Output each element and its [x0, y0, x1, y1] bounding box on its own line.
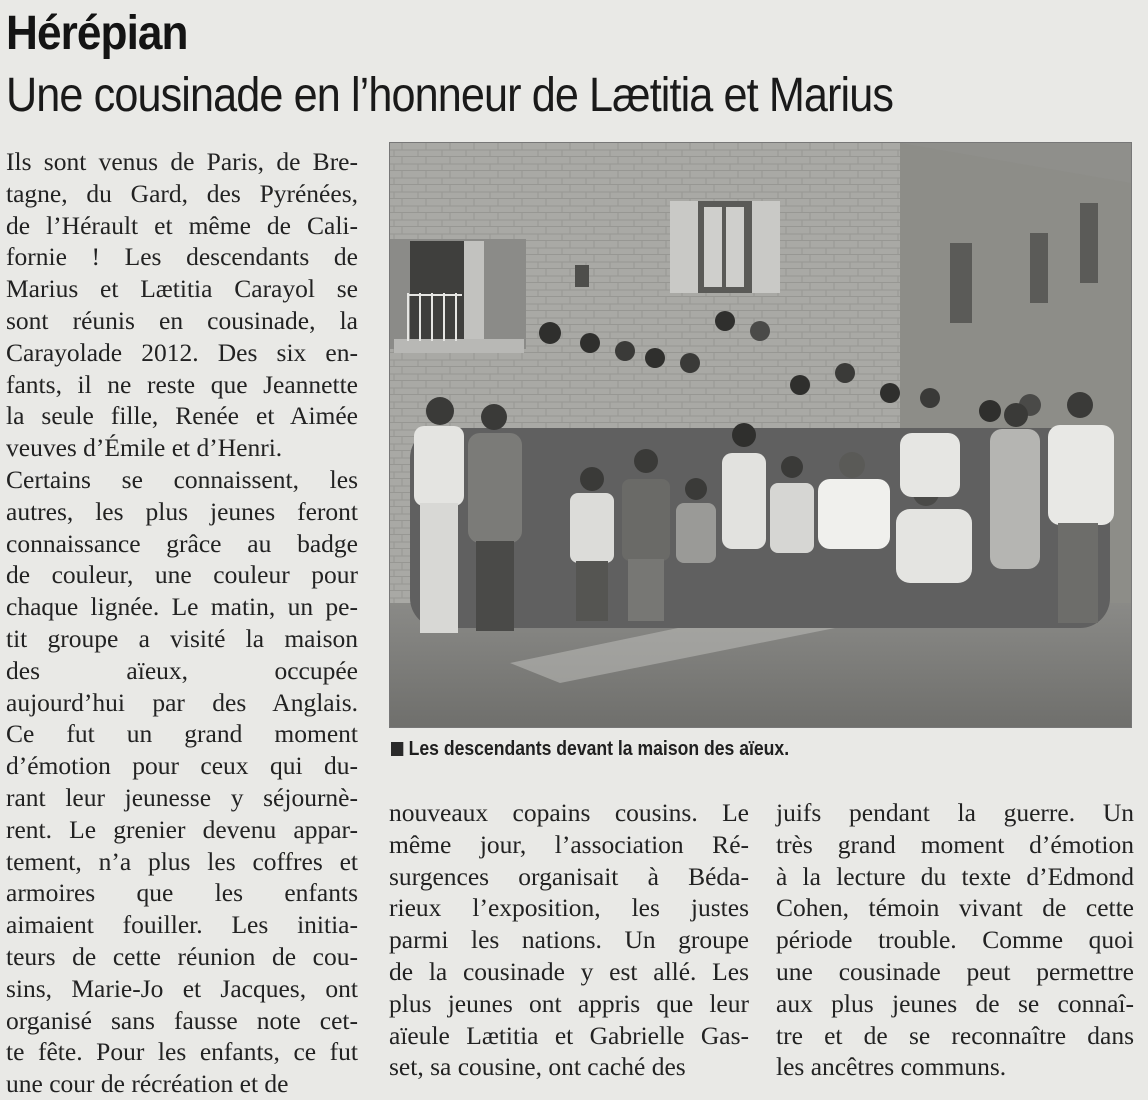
text-line: des aïeux, occupée [6, 655, 358, 685]
text-line: chaque lignée. Le matin, un pe- [6, 592, 358, 622]
text-line: rent. Le grenier devenu appar- [6, 814, 358, 844]
text-line: aïeule Lætitia et Gabrielle Gas- [389, 1020, 749, 1050]
text-line: connaissance grâce au badge [6, 528, 358, 558]
text-line: de l’Hérault et même de Cali- [6, 210, 358, 240]
text-line: veuves d’Émile et d’Henri. [6, 433, 283, 463]
text-line: sins, Marie-Jo et Jacques, ont [6, 973, 358, 1003]
text-line: même jour, l’association Ré- [389, 829, 749, 859]
text-line: aujourd’hui par des Anglais. [6, 687, 358, 717]
text-line: parmi les nations. Un groupe [389, 925, 749, 955]
text-line: Marius et Lætitia Carayol se [6, 274, 358, 304]
kicker-place: Hérépian [6, 7, 188, 60]
text-line: armoires que les enfants [6, 878, 358, 908]
text-line: tit groupe a visité la maison [6, 623, 358, 653]
text-line: fornie ! Les descendants de [6, 242, 358, 272]
text-line: une cousinade peut permettre [776, 956, 1134, 986]
text-line: teurs de cette réunion de cou- [6, 941, 358, 971]
text-line: aimaient fouiller. Les initia- [6, 910, 358, 940]
text-line: nouveaux copains cousins. Le [389, 798, 749, 827]
text-line: de la cousinade y est allé. Les [389, 956, 749, 986]
text-line: les ancêtres communs. [776, 1052, 1007, 1082]
text-line: très grand moment d’émotion [776, 829, 1134, 859]
group-photo-image [390, 143, 1131, 727]
text-line: Cohen, témoin vivant de cette [776, 893, 1134, 923]
caption-bullet-icon [391, 742, 403, 756]
text-line: rieux l’exposition, les justes [389, 893, 749, 923]
text-line: fants, il ne reste que Jeannette [6, 369, 358, 399]
text-line: plus jeunes ont appris que leur [389, 988, 749, 1018]
text-line: surgences organisait à Béda- [389, 861, 749, 891]
text-line: tagne, du Gard, des Pyrénées, [6, 178, 358, 208]
photo-caption [391, 736, 789, 762]
text-line: période trouble. Comme quoi [776, 925, 1134, 955]
article-column-2 [389, 797, 749, 1083]
text-line: autres, les plus jeunes feront [6, 496, 358, 526]
text-line: aux plus jeunes de se connaî- [776, 988, 1134, 1018]
group-photo [389, 142, 1132, 728]
text-line: juifs pendant la guerre. Un [776, 798, 1134, 827]
text-line: la seule fille, Renée et Aimée [6, 401, 358, 431]
text-line: tre et de se reconnaître dans [776, 1020, 1134, 1050]
article-column-1 [6, 146, 358, 1100]
text-line: sont réunis en cousinade, la [6, 305, 358, 335]
text-line: de couleur, une couleur pour [6, 560, 358, 590]
text-line: une cour de récréation et de [6, 1069, 289, 1099]
caption-text: Les descendants devant la maison des aïeux. [408, 738, 790, 760]
text-line: Ce fut un grand moment [6, 719, 358, 749]
headline: Une cousinade en l’honneur de Lætitia et Marius [6, 69, 894, 122]
text-line: tement, n’a plus les coffres et [6, 846, 358, 876]
text-line: Ils sont venus de Paris, de Bre- [6, 147, 358, 176]
text-line: d’émotion pour ceux qui du- [6, 751, 358, 781]
text-line: te fête. Pour les enfants, ce fut [6, 1037, 358, 1067]
text-line: à la lecture du texte d’Edmond [776, 861, 1134, 891]
text-line: Certains se connaissent, les [6, 464, 358, 494]
text-line: rant leur jeunesse y séjournè- [6, 782, 358, 812]
text-line: Carayolade 2012. Des six en- [6, 337, 358, 367]
text-line: organisé sans fausse note cet- [6, 1005, 358, 1035]
text-line: set, sa cousine, ont caché des [389, 1052, 686, 1082]
article-column-3 [776, 797, 1134, 1083]
